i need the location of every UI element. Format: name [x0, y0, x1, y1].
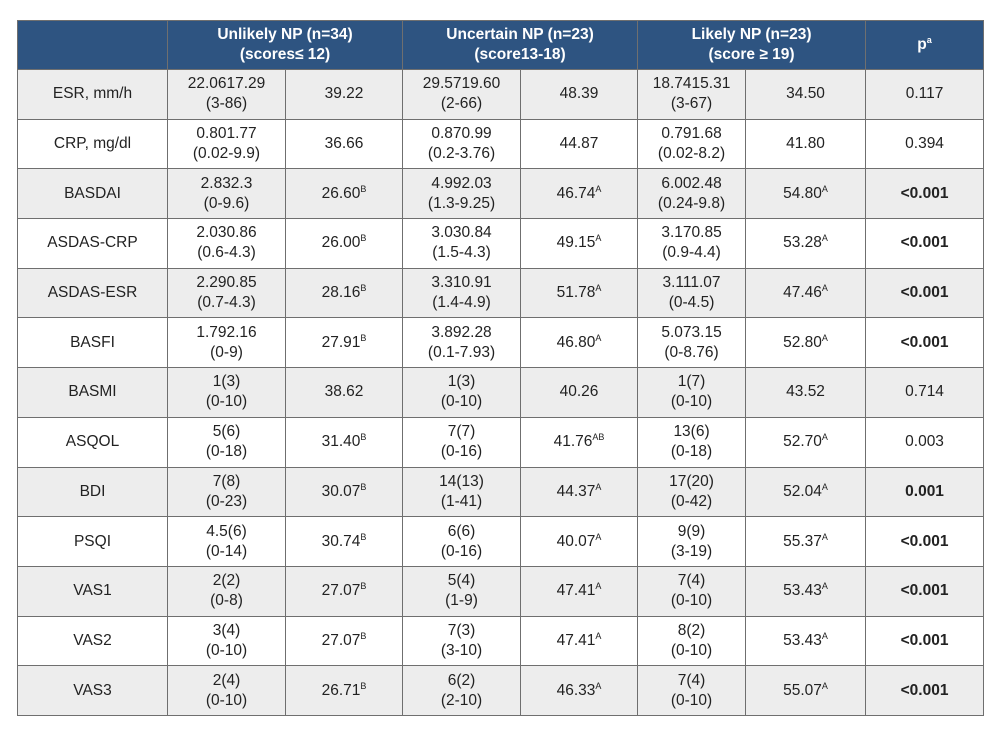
mean-rank: 26.60 [321, 184, 361, 202]
range: (0.2-3.76) [427, 145, 496, 163]
mean-rank-cell [746, 119, 866, 169]
table-row [18, 169, 984, 219]
range: (3-19) [670, 542, 713, 560]
mean-sd: 0.791.68 [661, 125, 722, 143]
mean-sd: 2(4) [212, 671, 241, 689]
rank-superscript: A [821, 233, 828, 244]
value-cell [638, 318, 746, 368]
row-label: VAS1 [18, 566, 168, 616]
range: (3-67) [670, 95, 713, 113]
mean-rank-cell [286, 119, 403, 169]
rank-superscript: B [360, 332, 367, 343]
mean-rank-cell [286, 467, 403, 517]
mean-rank-cell [746, 566, 866, 616]
p-value-cell: <0.001 [866, 169, 984, 219]
value-cell [168, 119, 286, 169]
mean-rank: 34.50 [786, 85, 825, 103]
rank-superscript: A [821, 680, 828, 691]
range: (0-10) [670, 592, 713, 610]
table-body [18, 70, 984, 716]
range: (1-41) [440, 492, 483, 510]
mean-rank-cell [746, 368, 866, 418]
rank-superscript: AB [592, 432, 605, 442]
mean-rank: 28.16 [321, 284, 361, 302]
mean-rank: 38.62 [324, 383, 364, 401]
mean-sd: 7(8) [212, 472, 241, 490]
row-label: VAS2 [18, 616, 168, 666]
p-value-cell: <0.001 [866, 318, 984, 368]
mean-rank: 52.04 [783, 482, 822, 500]
range: (0-10) [205, 393, 248, 411]
range: (0.7-4.3) [197, 294, 256, 312]
mean-rank: 48.39 [559, 85, 599, 103]
row-label: ESR, mm/h [18, 70, 168, 120]
value-cell [638, 70, 746, 120]
rank-superscript: A [821, 282, 828, 293]
value-cell [403, 219, 521, 269]
value-cell [168, 566, 286, 616]
value-cell [638, 467, 746, 517]
table-row [18, 517, 984, 567]
mean-rank-cell [286, 616, 403, 666]
mean-rank-cell [521, 70, 638, 120]
header-group-likely: Likely NP (n=23) (score ≥ 19) [638, 21, 866, 70]
range: (0-18) [205, 443, 248, 461]
header-p-value: $p^a$ [866, 21, 984, 70]
value-cell [638, 268, 746, 318]
range: (0-42) [670, 492, 713, 510]
mean-rank-cell [286, 666, 403, 716]
mean-rank: 36.66 [324, 135, 364, 153]
mean-sd: 4.5(6) [206, 522, 247, 540]
rank-superscript: A [821, 581, 828, 592]
mean-sd: 7(4) [677, 572, 706, 590]
mean-rank-cell [746, 169, 866, 219]
mean-sd: 7(7) [447, 423, 476, 441]
table-row [18, 119, 984, 169]
range: (3-86) [205, 95, 248, 113]
mean-rank-cell [286, 417, 403, 467]
mean-rank-cell [746, 616, 866, 666]
value-cell [638, 119, 746, 169]
mean-sd: 6(6) [447, 522, 476, 540]
value-cell [638, 517, 746, 567]
mean-sd: 2.030.86 [196, 224, 257, 242]
p-value-cell: <0.001 [866, 219, 984, 269]
rank-superscript: B [360, 481, 367, 492]
mean-sd: 13(6) [673, 423, 710, 441]
mean-rank: 53.43 [783, 631, 822, 649]
value-cell [168, 517, 286, 567]
rank-superscript: B [360, 581, 367, 592]
value-cell [403, 666, 521, 716]
mean-rank-cell [521, 417, 638, 467]
rank-superscript: B [360, 630, 367, 641]
range: (0-16) [440, 443, 483, 461]
range: (0-10) [205, 641, 248, 659]
mean-rank-cell [746, 219, 866, 269]
range: (0-10) [205, 691, 248, 709]
header-row [18, 21, 984, 70]
p-value-cell: <0.001 [866, 616, 984, 666]
row-label: BDI [18, 467, 168, 517]
mean-sd: 1.792.16 [196, 323, 257, 341]
mean-rank-cell [746, 318, 866, 368]
mean-sd: 2(2) [212, 572, 241, 590]
mean-rank: 55.07 [783, 681, 822, 699]
mean-sd: 2.832.3 [200, 174, 253, 192]
mean-sd: 14(13) [439, 472, 484, 490]
mean-sd: 7(4) [677, 671, 706, 689]
mean-rank-cell [521, 566, 638, 616]
mean-sd: 7(3) [447, 621, 476, 639]
range: (0-9) [210, 343, 243, 361]
range: (0-23) [205, 492, 248, 510]
mean-rank: 47.41 [556, 582, 596, 600]
rank-superscript: A [595, 183, 602, 194]
row-label: BASMI [18, 368, 168, 418]
rank-superscript: A [821, 531, 828, 542]
range: (2-10) [440, 691, 483, 709]
rank-superscript: B [360, 531, 367, 542]
mean-rank-cell [286, 318, 403, 368]
p-value-cell: <0.001 [866, 517, 984, 567]
mean-rank: 54.80 [783, 184, 822, 202]
mean-rank: 46.80 [556, 333, 596, 351]
value-cell [638, 616, 746, 666]
mean-rank: 49.15 [556, 234, 596, 252]
value-cell [168, 219, 286, 269]
mean-rank-cell [521, 467, 638, 517]
table-row [18, 368, 984, 418]
rank-superscript: A [595, 481, 602, 492]
rank-superscript: A [595, 282, 602, 293]
rank-superscript: A [821, 183, 828, 194]
p-value-cell: 0.003 [866, 417, 984, 467]
mean-rank: 31.40 [321, 433, 361, 451]
mean-rank: 46.33 [556, 681, 596, 699]
range: (2-66) [440, 95, 483, 113]
mean-sd: 6(2) [447, 671, 476, 689]
mean-rank-cell [521, 318, 638, 368]
mean-rank-cell [746, 70, 866, 120]
mean-sd: 6.002.48 [661, 174, 722, 192]
rank-superscript: A [595, 531, 602, 542]
value-cell [168, 318, 286, 368]
rank-superscript: B [360, 680, 367, 691]
table-row [18, 268, 984, 318]
mean-rank: 41.76 [553, 433, 593, 451]
range: (0.6-4.3) [197, 244, 256, 262]
rank-superscript: A [821, 432, 828, 442]
mean-rank: 27.07 [321, 582, 361, 600]
mean-rank: 30.07 [321, 482, 361, 500]
p-value-cell: 0.394 [866, 119, 984, 169]
row-label: ASQOL [18, 417, 168, 467]
mean-rank: 40.26 [559, 383, 599, 401]
mean-sd: 9(9) [677, 522, 706, 540]
p-value-cell: <0.001 [866, 666, 984, 716]
value-cell [403, 616, 521, 666]
table-row [18, 318, 984, 368]
mean-rank-cell [286, 268, 403, 318]
p-value-cell: 0.714 [866, 368, 984, 418]
mean-rank-cell [286, 368, 403, 418]
table-row [18, 666, 984, 716]
range: (1.3-9.25) [427, 194, 496, 212]
value-cell [638, 417, 746, 467]
p-value-cell: 0.001 [866, 467, 984, 517]
rank-superscript: A [595, 630, 602, 641]
mean-rank-cell [521, 169, 638, 219]
value-cell [403, 119, 521, 169]
mean-rank-cell [746, 666, 866, 716]
mean-rank-cell [286, 517, 403, 567]
mean-rank-cell [521, 666, 638, 716]
p-value-cell: <0.001 [866, 566, 984, 616]
table-row [18, 70, 984, 120]
mean-rank-cell [286, 70, 403, 120]
mean-rank: 39.22 [324, 85, 364, 103]
rank-superscript: B [360, 233, 367, 244]
row-label: ASDAS-ESR [18, 268, 168, 318]
mean-rank-cell [286, 566, 403, 616]
mean-rank: 27.91 [321, 333, 361, 351]
header-group-uncertain: Uncertain NP (n=23) (score13-18) [403, 21, 638, 70]
range: (1.5-4.3) [432, 244, 491, 262]
value-cell [403, 169, 521, 219]
range: (0-9.6) [203, 194, 250, 212]
value-cell [168, 467, 286, 517]
p-value-cell: 0.117 [866, 70, 984, 120]
rank-superscript: B [360, 432, 367, 442]
range: (0-10) [670, 641, 713, 659]
mean-rank-cell [746, 517, 866, 567]
rank-superscript: A [595, 332, 602, 343]
rank-superscript: A [595, 581, 602, 592]
value-cell [168, 70, 286, 120]
mean-sd: 3.111.07 [662, 274, 721, 292]
value-cell [403, 517, 521, 567]
range: (0-10) [670, 691, 713, 709]
row-label: CRP, mg/dl [18, 119, 168, 169]
mean-rank-cell [746, 467, 866, 517]
table-row [18, 616, 984, 666]
mean-rank: 47.46 [783, 284, 822, 302]
mean-sd: 1(3) [212, 373, 241, 391]
range: (0-16) [440, 542, 483, 560]
mean-rank: 52.80 [783, 333, 822, 351]
mean-rank-cell [521, 368, 638, 418]
mean-rank-cell [521, 219, 638, 269]
mean-rank-cell [521, 517, 638, 567]
mean-sd: 5(6) [212, 423, 241, 441]
table-row [18, 467, 984, 517]
mean-rank: 26.00 [321, 234, 361, 252]
mean-rank: 27.07 [321, 631, 361, 649]
mean-sd: 2.290.85 [196, 274, 257, 292]
mean-sd: 0.801.77 [196, 125, 257, 143]
mean-sd: 17(20) [669, 472, 714, 490]
header-empty-cell [18, 21, 168, 70]
table-row [18, 417, 984, 467]
mean-sd: 4.992.03 [431, 174, 492, 192]
value-cell [638, 566, 746, 616]
rank-superscript: A [595, 680, 602, 691]
value-cell [638, 169, 746, 219]
mean-sd: 5(4) [447, 572, 476, 590]
value-cell [403, 368, 521, 418]
range: (0-18) [670, 443, 713, 461]
range: (0.02-9.9) [192, 145, 261, 163]
row-label: VAS3 [18, 666, 168, 716]
mean-rank: 30.74 [321, 532, 361, 550]
row-label: BASDAI [18, 169, 168, 219]
range: (0-14) [205, 542, 248, 560]
mean-sd: 1(3) [447, 373, 476, 391]
range: (0.9-4.4) [662, 244, 721, 262]
header-group-unlikely: Unlikely NP (n=34) (scores≤ 12) [168, 21, 403, 70]
rank-superscript: A [595, 233, 602, 244]
range: (0-4.5) [668, 294, 715, 312]
mean-sd: 1(7) [677, 373, 706, 391]
rank-superscript: A [821, 332, 828, 343]
mean-sd: 5.073.15 [661, 323, 722, 341]
value-cell [168, 616, 286, 666]
mean-sd: 3.892.28 [431, 323, 492, 341]
mean-rank: 52.70 [783, 433, 822, 451]
mean-rank: 41.80 [786, 135, 825, 153]
value-cell [403, 417, 521, 467]
mean-sd: 18.7415.31 [652, 75, 731, 93]
value-cell [168, 368, 286, 418]
value-cell [403, 268, 521, 318]
p-value-cell: <0.001 [866, 268, 984, 318]
value-cell [168, 417, 286, 467]
mean-rank: 26.71 [321, 681, 361, 699]
mean-rank: 44.37 [556, 482, 596, 500]
mean-sd: 3.310.91 [431, 274, 492, 292]
mean-rank-cell [746, 268, 866, 318]
results-table [17, 20, 984, 716]
mean-rank: 46.74 [556, 184, 596, 202]
mean-sd: 22.0617.29 [187, 75, 266, 93]
mean-rank-cell [521, 268, 638, 318]
mean-rank: 47.41 [556, 631, 596, 649]
mean-rank: 44.87 [559, 135, 599, 153]
mean-sd: 3.170.85 [661, 224, 722, 242]
mean-rank: 43.52 [786, 383, 825, 401]
mean-rank-cell [286, 169, 403, 219]
value-cell [168, 268, 286, 318]
range: (0-8) [210, 592, 243, 610]
value-cell [638, 666, 746, 716]
mean-sd: 8(2) [677, 621, 706, 639]
mean-rank-cell [521, 119, 638, 169]
mean-rank: 53.28 [783, 234, 822, 252]
range: (0-8.76) [664, 343, 719, 361]
value-cell [403, 318, 521, 368]
mean-rank: 51.78 [556, 284, 596, 302]
rank-superscript: B [360, 282, 367, 293]
mean-rank-cell [746, 417, 866, 467]
range: (0-10) [670, 393, 713, 411]
row-label: BASFI [18, 318, 168, 368]
value-cell [638, 219, 746, 269]
table-row [18, 219, 984, 269]
value-cell [403, 467, 521, 517]
value-cell [638, 368, 746, 418]
mean-rank-cell [521, 616, 638, 666]
value-cell [168, 169, 286, 219]
value-cell [403, 566, 521, 616]
mean-rank: 55.37 [783, 532, 822, 550]
mean-rank-cell [286, 219, 403, 269]
value-cell [403, 70, 521, 120]
mean-rank: 53.43 [783, 582, 822, 600]
range: (1.4-4.9) [432, 294, 491, 312]
mean-sd: 3.030.84 [431, 224, 492, 242]
rank-superscript: A [821, 630, 828, 641]
rank-superscript: B [360, 183, 367, 194]
range: (3-10) [440, 641, 483, 659]
range: (0.1-7.93) [427, 343, 496, 361]
mean-rank: 40.07 [556, 532, 596, 550]
value-cell [168, 666, 286, 716]
range: (0-10) [440, 393, 483, 411]
mean-sd: 3(4) [212, 621, 241, 639]
range: (0.24-9.8) [657, 194, 726, 212]
rank-superscript: A [821, 481, 828, 492]
row-label: PSQI [18, 517, 168, 567]
mean-sd: 0.870.99 [431, 125, 492, 143]
range: (0.02-8.2) [657, 145, 726, 163]
range: (1-9) [445, 592, 478, 610]
mean-sd: 29.5719.60 [422, 75, 501, 93]
row-label: ASDAS-CRP [18, 219, 168, 269]
table-row [18, 566, 984, 616]
